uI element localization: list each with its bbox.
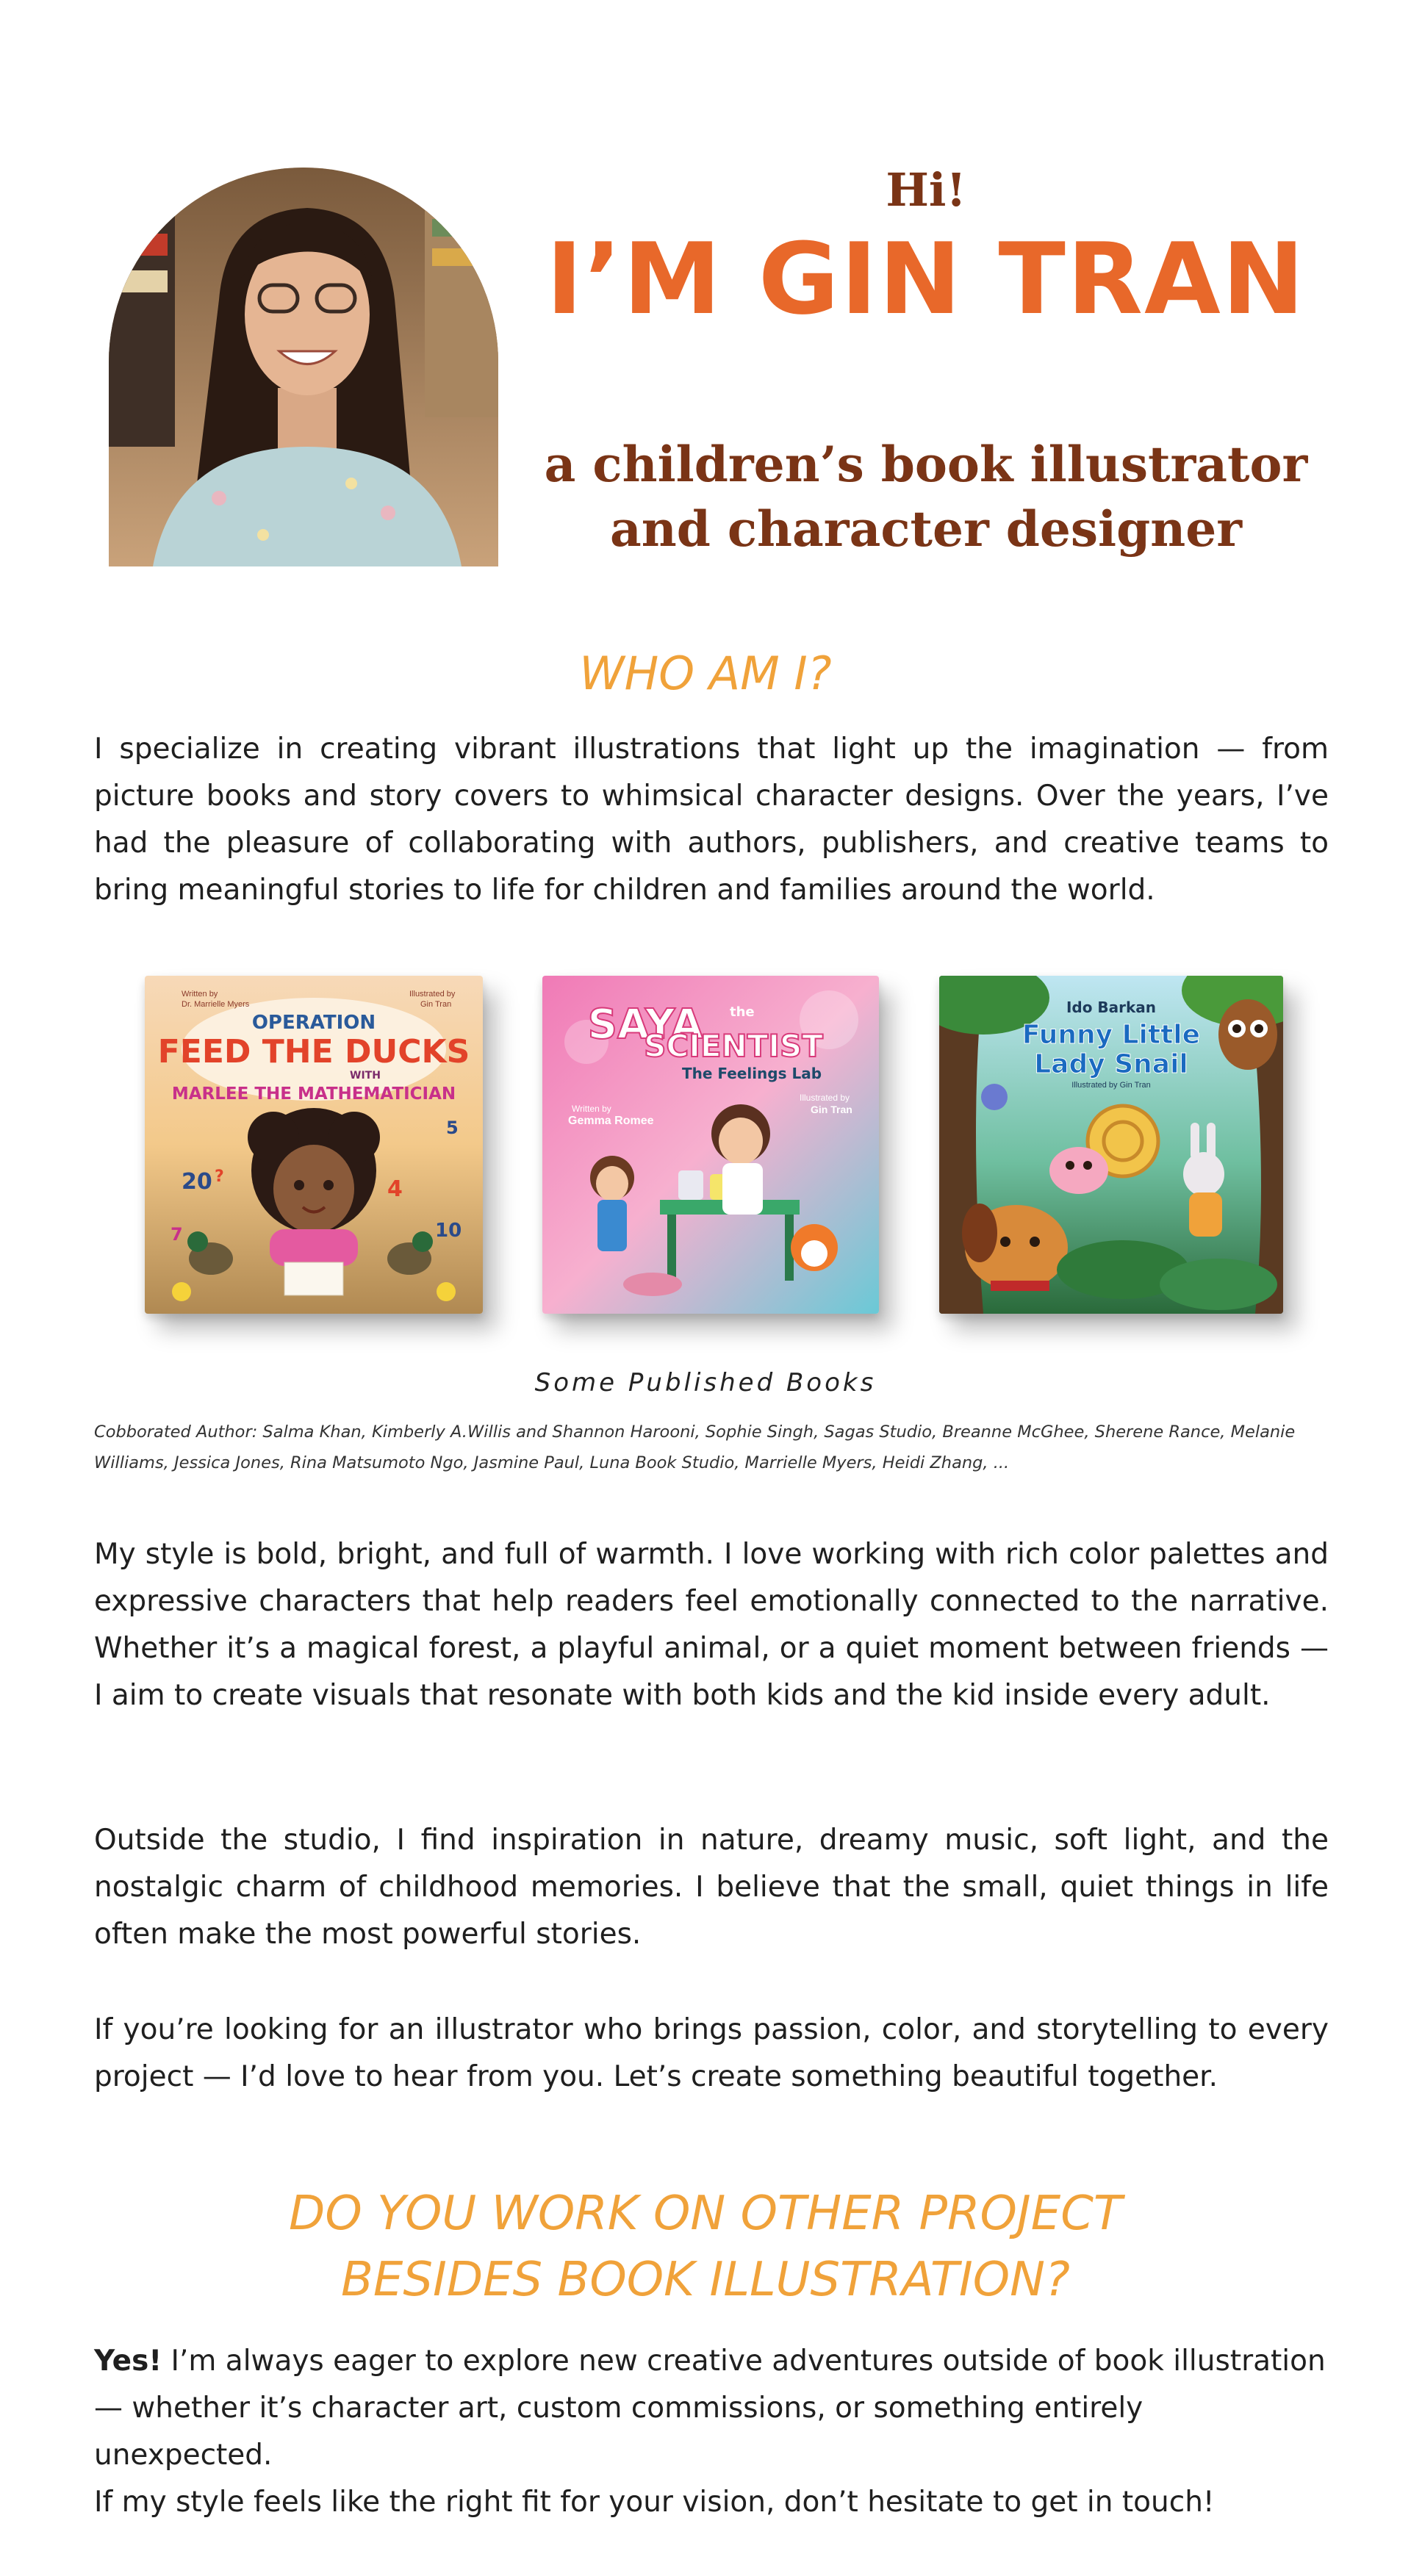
book1-number-1: 20: [182, 1169, 212, 1195]
book2-author-label: Written by: [572, 1104, 611, 1114]
book1-title-line-3: WITH: [350, 1070, 381, 1082]
book1-illustrator: Gin Tran: [420, 1000, 452, 1009]
book1-author-label: Written by: [182, 990, 218, 999]
tagline: [544, 432, 1308, 561]
yes-label: Yes!: [94, 2345, 162, 2378]
book1-number-6: 10: [435, 1220, 462, 1242]
other-heading-line-2: BESIDES BOOK ILLUSTRATION?: [340, 2253, 1071, 2307]
contact-invite-paragraph: If you’re looking for an illustrator who brings passion, color, and storytelling to every project — I’d love to hear from you. Let’s create something beautiful together.: [94, 2013, 1329, 2093]
collaborators-list: Cobborated Author: Salma Khan, Kimberly A.Willis and Shannon Harooni, Sophie Singh, Sagas Studio, Breanne McGhee, Sherene Rance, Melanie Williams, Jessica Jones, Rina Matsumoto Ngo, Jasmine Paul, Luna Book Studio, Marrielle Myers, Heidi Zhang, ...: [94, 1422, 1296, 1472]
book1-number-5: 7: [170, 1224, 183, 1245]
closing-paragraph: If my style feels like the right fit for your vision, don’t hesitate to get in touch!: [94, 2486, 1215, 2519]
book-cover-feed-the-ducks: [145, 976, 483, 1314]
book2-author: Gemma Romee: [568, 1115, 654, 1127]
style-paragraph: My style is bold, bright, and full of warmth. I love working with rich color palettes and expressive characters that help readers feel emotionally connected to the narrative. Whether it’s a magical forest, a playful animal, or a quiet moment between friends — I aim to create visuals that resonate with both kids and the kid inside every adult.: [94, 1538, 1329, 1712]
intro-paragraph: I specialize in creating vibrant illustrations that light up the imagination — from picture books and story covers to whimsical character designs. Over the years, I’ve had the pleasure of collaborating with authors, publishers, and creative teams to bring meaningful stories to life for children and families around the world.: [94, 733, 1329, 907]
book1-title-line-1: OPERATION: [251, 1012, 376, 1034]
book2-title-the: the: [730, 1004, 755, 1020]
book2-subtitle: The Feelings Lab: [681, 1065, 822, 1082]
book-cover-funny-little-lady-snail: [939, 976, 1283, 1314]
book3-author: Ido Barkan: [1066, 999, 1157, 1016]
book1-illustrator-label: Illustrated by: [409, 990, 456, 999]
other-heading-line-1: DO YOU WORK ON OTHER PROJECT: [289, 2187, 1122, 2241]
book2-illustrator-label: Illustrated by: [800, 1093, 850, 1103]
book-cover-saya-the-scientist: [542, 976, 879, 1314]
profile-photo: [109, 168, 498, 566]
tagline-line-1: a children’s book illustrator: [544, 436, 1308, 493]
book2-title-line-1: SAYA: [587, 1001, 703, 1048]
page-title: I’M GIN TRAN: [546, 222, 1306, 337]
book2-illustrator: Gin Tran: [811, 1104, 852, 1115]
book1-number-4: 5: [446, 1118, 459, 1138]
book1-author: Dr. Marrielle Myers: [182, 1000, 250, 1009]
greeting: Hi!: [886, 163, 966, 217]
book1-title-line-4: MARLEE THE MATHEMATICIAN: [171, 1084, 456, 1104]
book1-number-3: 4: [387, 1176, 403, 1202]
tagline-line-2: and character designer: [609, 500, 1243, 558]
book2-title-line-2: SCIENTIST: [644, 1028, 823, 1064]
inspiration-paragraph: Outside the studio, I find inspiration in nature, dreamy music, soft light, and the nostalgic charm of childhood memories. I believe that the small, quiet things in life often make the most powerful stories.: [94, 1824, 1329, 1951]
book1-title-line-2: FEED THE DUCKS: [157, 1033, 470, 1071]
books-caption: Some Published Books: [534, 1368, 877, 1397]
answer-text: I’m always eager to explore new creative adventures outside of book illustration — whether it’s character art, custom commissions, or something entirely unexpected.: [94, 2345, 1326, 2472]
other-projects-answer: [94, 2338, 1329, 2479]
who-heading: WHO AM I?: [579, 647, 832, 700]
book3-title-line-2: Lady Snail: [1034, 1049, 1188, 1079]
other-projects-heading: [0, 2181, 1411, 2313]
book3-illustrator-credit: Illustrated by Gin Tran: [1071, 1081, 1151, 1090]
book1-number-2: ?: [215, 1168, 224, 1186]
book3-title-line-1: Funny Little: [1022, 1020, 1201, 1050]
